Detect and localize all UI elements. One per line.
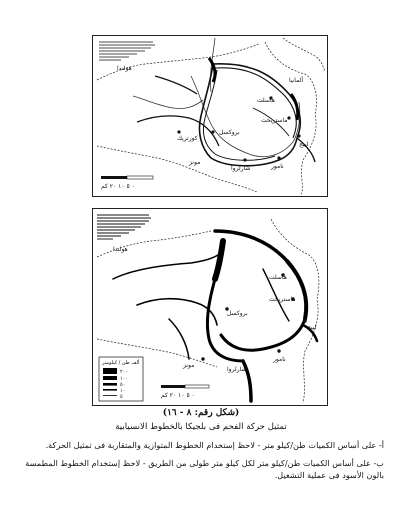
place-label-liege: لييج [299, 141, 309, 148]
coal-flow-bands [113, 231, 317, 401]
map-canvas-bottom [93, 209, 327, 405]
place-label-mons: مونز [189, 159, 201, 166]
legend-swatch-5 [103, 395, 117, 396]
place-label-kortrijk: كورتريك [177, 135, 198, 142]
legend-swatch-10 [103, 389, 117, 391]
scale-label-bottom: ٠ ٥ ١٠ ٢٠ كم [161, 392, 195, 399]
place-label-maastricht: ماستريخت [261, 117, 288, 124]
place-label-hasselt-bottom: هاسلت [269, 274, 287, 281]
figure-note-a: أ- على أساس الكميات طن/كيلو متر - لاحظ إستخدام الخطوط المتوازية والمتقاربة فى تمثيل الحركة. [45, 440, 384, 450]
legend-swatch-200 [103, 368, 117, 374]
flow-map-solid-bands [92, 208, 328, 406]
scale-bar-top [101, 176, 153, 190]
place-label-brussels: بروكسل [219, 129, 240, 136]
figure-title: تمثيل حركة الفحم فى بلجيكا بالخطوط الانسيابية [115, 422, 287, 432]
place-label-namur-bottom: نامور [273, 356, 286, 363]
flow-legend [99, 357, 143, 401]
place-label-netherlands-bottom: هولندا [113, 246, 128, 253]
flow-map-parallel-lines [92, 35, 328, 197]
place-label-charleroi-bottom: شارلروا [227, 366, 247, 373]
legend-label-100: ١٠٠ [120, 376, 129, 382]
figure-note-b: ب- على أساس الكميات طن/كيلو متر لكل كيلو متر طولى من الطريق - لاحظ إستخدام الخطوط المطمسة بالون الأسود فى عملية التشغيل. [25, 458, 384, 480]
map-canvas-top [93, 36, 327, 196]
legend-label-5: ٥ [120, 394, 123, 400]
figure-number: (شكل رقم: ٨ - ١٦) [162, 408, 240, 418]
legend-label-10: ١٠ [120, 388, 126, 394]
place-label-brussels-bottom: بروكسل [227, 310, 248, 317]
place-label-maastricht-bottom: ماستريخت [269, 296, 296, 303]
legend-swatch-50 [103, 383, 117, 386]
place-label-namur: نامور [271, 163, 284, 170]
legend-label-50: ٥٠ [120, 382, 126, 388]
place-label-charleroi: شارلروا [231, 165, 251, 172]
scale-bar-bottom [161, 385, 209, 399]
netherlands-hatched-area [99, 42, 155, 60]
place-label-netherlands: هولندا [117, 65, 132, 72]
place-label-mons-bottom: مونز [183, 362, 195, 369]
legend-swatch-100 [103, 376, 117, 380]
place-label-germany: ألمانيا [289, 77, 304, 84]
scale-label-top: ٠ ٥ ١٠ ٢٠ كم [101, 183, 135, 190]
legend-title: ألف طن / كيلومتر [102, 360, 140, 366]
place-label-liege-bottom: لييج [307, 324, 317, 331]
netherlands-hatched-area-bottom [97, 215, 151, 239]
place-label-hasselt: هاسلت [257, 97, 275, 104]
legend-label-200: ٢٠٠ [120, 369, 129, 375]
